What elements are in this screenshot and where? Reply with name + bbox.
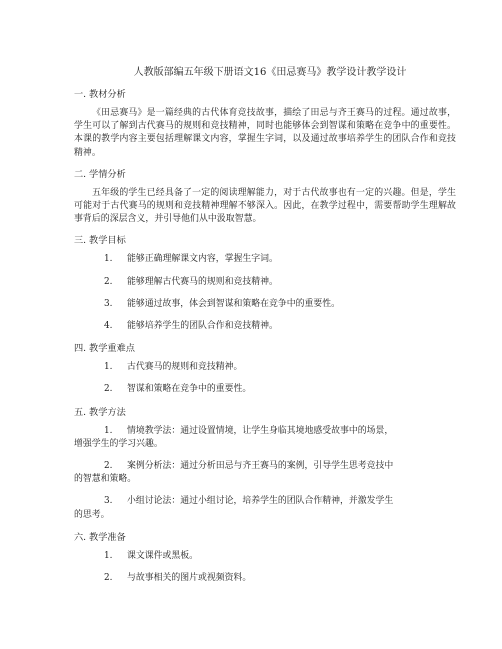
list-item-text-continued: 增强学生的学习兴趣。	[74, 438, 163, 449]
section-heading-teaching-goals: 三. 教学目标	[74, 235, 126, 247]
list-item	[74, 572, 456, 585]
list-key-points	[74, 361, 456, 396]
list-item-text: 能够通过故事，体会到智谋和策略在竞争中的重要性。	[127, 298, 340, 309]
list-item-text: 能够理解古代赛马的规则和竞技精神。	[127, 276, 278, 287]
list-item	[74, 550, 456, 563]
list-item-text: 能够培养学生的团队合作和竞技精神。	[127, 321, 278, 332]
list-item	[74, 276, 456, 289]
list-item-text: 古代赛马的规则和竞技精神。	[127, 362, 243, 373]
list-item-number: 1.	[104, 550, 113, 561]
list-teaching-preparation	[74, 550, 456, 585]
list-item-text: 智谋和策略在竞争中的重要性。	[127, 384, 252, 395]
list-item-text-continued: 的思考。	[74, 509, 110, 520]
list-item-text: 案例分析法：通过分析田忌与齐王赛马的案例，引导学生思考竞技中	[127, 461, 394, 472]
section-heading-teaching-preparation: 六. 教学准备	[74, 531, 126, 543]
list-item-number: 2.	[104, 276, 113, 287]
list-item-number: 3.	[104, 496, 113, 507]
list-item-number: 1.	[104, 425, 113, 436]
list-item-text: 小组讨论法：通过小组讨论，培养学生的团队合作精神，并激发学生	[127, 496, 394, 507]
list-item	[74, 425, 456, 451]
list-item-number: 2.	[104, 384, 113, 395]
list-item-number: 1.	[104, 362, 113, 373]
list-item	[74, 460, 456, 486]
list-item	[74, 383, 456, 396]
paragraph-student-analysis: 五年级的学生已经具备了一定的阅读理解能力，对于古代故事也有一定的兴趣。但是，学生可能对于古代赛马的规则和竞技精神理解不够深入。因此，在教学过程中，需要帮助学生理解故事背后的深层含义，并引导他们从中汲取智慧。	[74, 187, 456, 225]
list-item	[74, 298, 456, 311]
list-item-text: 与故事相关的图片或视频资料。	[127, 573, 252, 584]
list-item-number: 4.	[104, 321, 113, 332]
list-item-number: 2.	[104, 573, 113, 584]
document-title: 人教版部编五年级下册语文16《田忌赛马》教学设计教学设计	[133, 67, 407, 78]
section-heading-teaching-methods: 五. 教学方法	[74, 406, 126, 418]
section-heading-student-analysis: 二. 学情分析	[74, 168, 126, 180]
list-item-text: 能够正确理解课文内容，掌握生字词。	[127, 254, 278, 265]
list-item-number: 3.	[104, 298, 113, 309]
list-item	[74, 253, 456, 266]
list-item-text: 课文课件或黑板。	[127, 550, 198, 561]
list-item-text-continued: 的智慧和策略。	[74, 474, 137, 485]
list-item	[74, 361, 456, 374]
paragraph-material-analysis: 《田忌赛马》是一篇经典的古代体育竞技故事，描绘了田忌与齐王赛马的过程。通过故事，学生可以了解到古代赛马的规则和竞技精神，同时也能够体会到智谋和策略在竞争中的重要性。本课的教学内容主要包括理解课文内容，掌握生字词，以及通过故事培养学生的团队合作和竞技精神。	[74, 108, 456, 158]
list-item-text: 情境教学法：通过设置情境，让学生身临其境地感受故事中的场景，	[127, 425, 394, 436]
list-teaching-methods	[74, 425, 456, 522]
list-item-number: 2.	[104, 461, 113, 472]
list-item	[74, 495, 456, 521]
section-heading-key-points: 四. 教学重难点	[74, 343, 135, 355]
list-teaching-goals	[74, 253, 456, 333]
section-heading-material-analysis: 一. 教材分析	[74, 89, 126, 100]
list-item	[74, 320, 456, 333]
list-item-number: 1.	[104, 254, 113, 265]
